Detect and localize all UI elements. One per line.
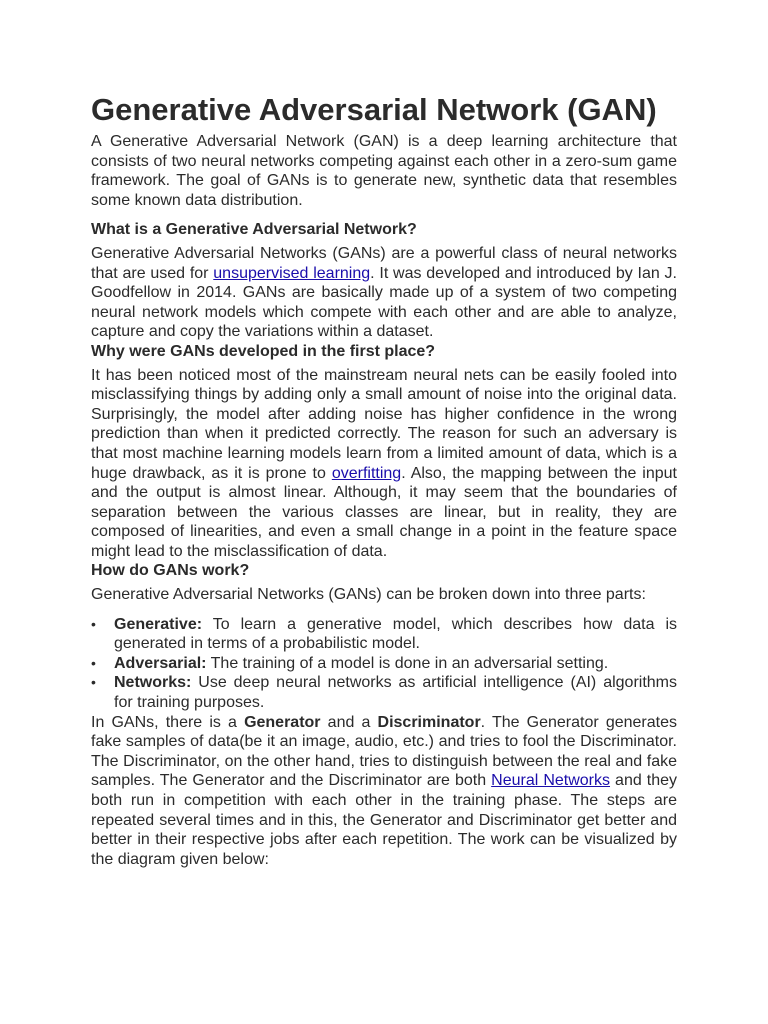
text-span: . Also, the mapping between the input and the output is almost linear. Although, it may seem that the boundaries of separation between the various classes are linear, but in reality, they are composed of linearities, and even a small change in a point in the feature space might lead to the misclassification of data. [91, 464, 677, 560]
text-span: In GANs, there is a [91, 713, 245, 731]
section-why-developed-paragraph [91, 366, 677, 562]
list-item [114, 673, 677, 712]
section-heading-how-work: How do GANs work? [91, 562, 250, 580]
parts-list [91, 615, 677, 713]
list-item [114, 615, 677, 654]
section-heading-why-developed: Why were GANs developed in the first place? [91, 342, 436, 360]
page-title: Generative Adversarial Network (GAN) [91, 92, 657, 127]
text-span: and a [320, 713, 378, 731]
list-item-term: Adversarial: [114, 654, 207, 672]
section-how-work-intro: Generative Adversarial Networks (GANs) can be broken down into three parts: [91, 586, 646, 604]
list-item-text: The training of a model is done in an adversarial setting. [206, 654, 609, 672]
bold-term: Generator [244, 713, 321, 731]
text-span: . It was developed and introduced by Ian J. Goodfellow in 2014. GANs are basically made up of a system of two competing neural network models which compete with each other and are able to analyze, capture and copy the variations within a dataset. [91, 264, 678, 341]
list-item [114, 654, 677, 674]
generator-discriminator-paragraph [91, 713, 677, 870]
overfitting-link[interactable]: overfitting [331, 464, 402, 482]
list-item-term: Networks: [114, 674, 192, 692]
bold-term: Discriminator [377, 713, 481, 731]
unsupervised-learning-link[interactable]: unsupervised learning [213, 264, 371, 282]
intro-paragraph: A Generative Adversarial Network (GAN) is a deep learning architecture that consists of two neural networks competing against each other in a zero-sum game framework. The goal of GANs is to generate new, synthetic data that resembles some known data distribution. [91, 133, 677, 209]
list-item-text: Use deep neural networks as artificial intelligence (AI) algorithms for training purposes. [114, 674, 677, 712]
document-page [91, 92, 677, 869]
section-what-is-gan-paragraph [91, 244, 677, 342]
text-span: Generative Adversarial Networks (GANs) are a powerful class of neural networks that are used for [91, 244, 677, 282]
neural-networks-link[interactable]: Neural Networks [491, 772, 611, 790]
section-heading-what-is-gan: What is a Generative Adversarial Network? [91, 221, 417, 239]
list-item-text: To learn a generative model, which describes how data is generated in terms of a probabilistic model. [114, 615, 677, 653]
text-span: and they both run in competition with each other in the training phase. The steps are repeated several times and in this, the Generator and Discriminator get better and better in their respective jobs after each repetition. The work can be visualized by the diagram given below: [91, 772, 678, 868]
text-span: . The Generator generates fake samples of data(be it an image, audio, etc.) and tries to fool the Discriminator. The Discriminator, on the other hand, tries to distinguish between the real and fake samples. The Generator and the Discriminator are both [91, 713, 678, 790]
text-span: It has been noticed most of the mainstream neural nets can be easily fooled into misclassifying things by adding only a small amount of noise into the original data. Surprisingly, the model after adding noise has higher confidence in the wrong prediction than when it predicted correctly. The reason for such an adversary is that most machine learning models learn from a limited amount of data, which is a huge drawback, as it is prone to [91, 366, 677, 482]
list-item-term: Generative: [114, 615, 203, 633]
